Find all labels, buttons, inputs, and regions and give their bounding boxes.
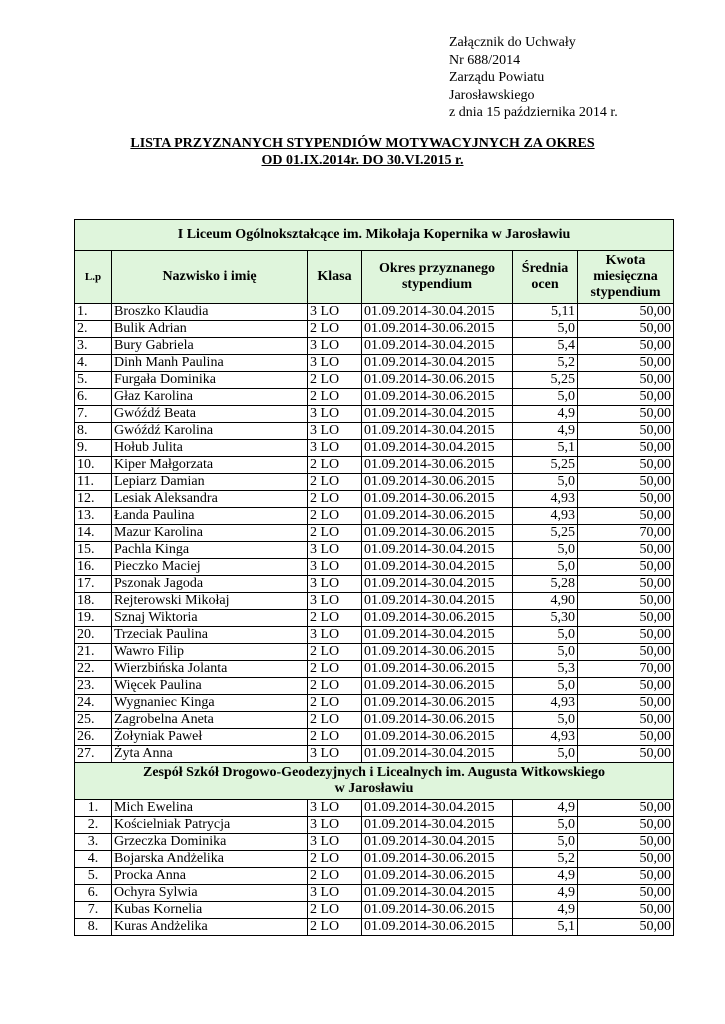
row-name: Dinh Manh Paulina bbox=[112, 355, 308, 372]
row-lp: 2. bbox=[75, 817, 112, 834]
table-row bbox=[75, 406, 674, 423]
row-period: 01.09.2014-30.04.2015 bbox=[362, 746, 513, 763]
row-name: Gwóźdź Beata bbox=[112, 406, 308, 423]
school-name: I Liceum Ogólnokształcące im. Mikołaja Kopernika w Jarosławiu bbox=[75, 220, 674, 251]
row-avg: 5,3 bbox=[513, 661, 578, 678]
row-period: 01.09.2014-30.04.2015 bbox=[362, 834, 513, 851]
row-lp: 15. bbox=[75, 542, 112, 559]
row-amount: 50,00 bbox=[578, 338, 674, 355]
row-lp: 12. bbox=[75, 491, 112, 508]
row-class: 3 LO bbox=[308, 304, 362, 321]
row-name: Bojarska Andżelika bbox=[112, 851, 308, 868]
row-class: 3 LO bbox=[308, 576, 362, 593]
header-avg: Średnia ocen bbox=[513, 251, 578, 304]
row-class: 3 LO bbox=[308, 834, 362, 851]
school-name bbox=[75, 763, 674, 800]
row-name: Bury Gabriela bbox=[112, 338, 308, 355]
row-class: 3 LO bbox=[308, 627, 362, 644]
row-amount: 70,00 bbox=[578, 525, 674, 542]
row-avg: 5,25 bbox=[513, 457, 578, 474]
table-row bbox=[75, 542, 674, 559]
row-name: Więcek Paulina bbox=[112, 678, 308, 695]
row-amount: 50,00 bbox=[578, 321, 674, 338]
row-name: Głaz Karolina bbox=[112, 389, 308, 406]
row-avg: 5,1 bbox=[513, 440, 578, 457]
row-name: Trzeciak Paulina bbox=[112, 627, 308, 644]
row-name: Pachla Kinga bbox=[112, 542, 308, 559]
row-amount: 50,00 bbox=[578, 644, 674, 661]
row-period: 01.09.2014-30.06.2015 bbox=[362, 678, 513, 695]
row-lp: 23. bbox=[75, 678, 112, 695]
header-name: Nazwisko i imię bbox=[112, 251, 308, 304]
row-amount: 50,00 bbox=[578, 902, 674, 919]
row-class: 3 LO bbox=[308, 355, 362, 372]
table-row bbox=[75, 457, 674, 474]
row-name: Zagrobelna Aneta bbox=[112, 712, 308, 729]
row-lp: 6. bbox=[75, 885, 112, 902]
row-amount: 50,00 bbox=[578, 423, 674, 440]
row-period: 01.09.2014-30.06.2015 bbox=[362, 868, 513, 885]
table-row bbox=[75, 644, 674, 661]
row-period: 01.09.2014-30.04.2015 bbox=[362, 559, 513, 576]
row-class: 2 LO bbox=[308, 321, 362, 338]
row-name: Sznaj Wiktoria bbox=[112, 610, 308, 627]
row-avg: 5,1 bbox=[513, 919, 578, 936]
row-name: Rejterowski Mikołaj bbox=[112, 593, 308, 610]
row-lp: 20. bbox=[75, 627, 112, 644]
row-lp: 22. bbox=[75, 661, 112, 678]
row-avg: 4,9 bbox=[513, 885, 578, 902]
row-period: 01.09.2014-30.04.2015 bbox=[362, 593, 513, 610]
row-class: 2 LO bbox=[308, 919, 362, 936]
row-avg: 5,28 bbox=[513, 576, 578, 593]
row-period: 01.09.2014-30.04.2015 bbox=[362, 542, 513, 559]
title-line-1: LISTA PRZYZNANYCH STYPENDIÓW MOTYWACYJNYCH ZA OKRES bbox=[130, 136, 595, 151]
row-class: 3 LO bbox=[308, 593, 362, 610]
row-period: 01.09.2014-30.04.2015 bbox=[362, 304, 513, 321]
row-class: 3 LO bbox=[308, 885, 362, 902]
row-amount: 50,00 bbox=[578, 406, 674, 423]
header-lp: L.p bbox=[75, 251, 112, 304]
header-period: Okres przyznanego stypendium bbox=[362, 251, 513, 304]
row-period: 01.09.2014-30.06.2015 bbox=[362, 851, 513, 868]
row-avg: 5,0 bbox=[513, 559, 578, 576]
title-line-2: OD 01.IX.2014r. DO 30.VI.2015 r. bbox=[261, 153, 464, 168]
row-lp: 8. bbox=[75, 919, 112, 936]
row-name: Gwóźdź Karolina bbox=[112, 423, 308, 440]
row-class: 2 LO bbox=[308, 474, 362, 491]
table-row bbox=[75, 868, 674, 885]
row-avg: 4,93 bbox=[513, 508, 578, 525]
table-row bbox=[75, 610, 674, 627]
row-amount: 50,00 bbox=[578, 440, 674, 457]
table-row bbox=[75, 304, 674, 321]
row-period: 01.09.2014-30.06.2015 bbox=[362, 525, 513, 542]
table-row bbox=[75, 508, 674, 525]
row-amount: 50,00 bbox=[578, 695, 674, 712]
table-row bbox=[75, 576, 674, 593]
row-avg: 5,0 bbox=[513, 644, 578, 661]
row-lp: 19. bbox=[75, 610, 112, 627]
row-amount: 50,00 bbox=[578, 508, 674, 525]
row-avg: 4,93 bbox=[513, 695, 578, 712]
row-name: Wygnaniec Kinga bbox=[112, 695, 308, 712]
row-lp: 5. bbox=[75, 868, 112, 885]
table-row bbox=[75, 593, 674, 610]
row-lp: 3. bbox=[75, 338, 112, 355]
row-amount: 50,00 bbox=[578, 491, 674, 508]
row-lp: 1. bbox=[75, 800, 112, 817]
row-amount: 50,00 bbox=[578, 800, 674, 817]
school-header-row bbox=[75, 220, 674, 251]
row-period: 01.09.2014-30.04.2015 bbox=[362, 338, 513, 355]
row-name: Kościelniak Patrycja bbox=[112, 817, 308, 834]
row-amount: 50,00 bbox=[578, 712, 674, 729]
row-amount: 50,00 bbox=[578, 593, 674, 610]
row-period: 01.09.2014-30.04.2015 bbox=[362, 406, 513, 423]
row-lp: 14. bbox=[75, 525, 112, 542]
table-row bbox=[75, 338, 674, 355]
row-class: 2 LO bbox=[308, 712, 362, 729]
row-class: 2 LO bbox=[308, 661, 362, 678]
table-row bbox=[75, 321, 674, 338]
table-row bbox=[75, 885, 674, 902]
row-name: Ochyra Sylwia bbox=[112, 885, 308, 902]
row-avg: 5,30 bbox=[513, 610, 578, 627]
row-avg: 4,90 bbox=[513, 593, 578, 610]
row-lp: 27. bbox=[75, 746, 112, 763]
annex-line: z dnia 15 października 2014 r. bbox=[449, 105, 618, 121]
table-row bbox=[75, 423, 674, 440]
table-row bbox=[75, 817, 674, 834]
school-name-line-2: w Jarosławiu bbox=[334, 781, 414, 796]
row-amount: 50,00 bbox=[578, 817, 674, 834]
row-avg: 5,0 bbox=[513, 817, 578, 834]
row-amount: 50,00 bbox=[578, 678, 674, 695]
row-period: 01.09.2014-30.04.2015 bbox=[362, 440, 513, 457]
table-row bbox=[75, 525, 674, 542]
annex-header bbox=[449, 34, 618, 122]
row-class: 2 LO bbox=[308, 508, 362, 525]
row-amount: 50,00 bbox=[578, 919, 674, 936]
row-lp: 7. bbox=[75, 406, 112, 423]
row-name: Furgała Dominika bbox=[112, 372, 308, 389]
row-class: 3 LO bbox=[308, 559, 362, 576]
row-name: Lepiarz Damian bbox=[112, 474, 308, 491]
row-amount: 50,00 bbox=[578, 851, 674, 868]
row-amount: 50,00 bbox=[578, 576, 674, 593]
row-period: 01.09.2014-30.06.2015 bbox=[362, 712, 513, 729]
row-amount: 50,00 bbox=[578, 372, 674, 389]
row-lp: 24. bbox=[75, 695, 112, 712]
row-class: 2 LO bbox=[308, 868, 362, 885]
row-class: 2 LO bbox=[308, 457, 362, 474]
row-lp: 10. bbox=[75, 457, 112, 474]
row-avg: 5,2 bbox=[513, 851, 578, 868]
row-class: 3 LO bbox=[308, 746, 362, 763]
table-row bbox=[75, 678, 674, 695]
row-class: 2 LO bbox=[308, 729, 362, 746]
row-lp: 2. bbox=[75, 321, 112, 338]
row-period: 01.09.2014-30.04.2015 bbox=[362, 885, 513, 902]
row-class: 3 LO bbox=[308, 406, 362, 423]
table-row bbox=[75, 559, 674, 576]
row-name: Wawro Filip bbox=[112, 644, 308, 661]
row-class: 3 LO bbox=[308, 338, 362, 355]
row-period: 01.09.2014-30.04.2015 bbox=[362, 576, 513, 593]
annex-line: Jarosławskiego bbox=[449, 87, 535, 103]
row-name: Procka Anna bbox=[112, 868, 308, 885]
row-period: 01.09.2014-30.06.2015 bbox=[362, 610, 513, 627]
row-avg: 4,9 bbox=[513, 800, 578, 817]
row-name: Hołub Julita bbox=[112, 440, 308, 457]
row-class: 2 LO bbox=[308, 695, 362, 712]
table-row bbox=[75, 695, 674, 712]
row-lp: 4. bbox=[75, 355, 112, 372]
row-name: Żołyniak Paweł bbox=[112, 729, 308, 746]
table-row bbox=[75, 834, 674, 851]
row-period: 01.09.2014-30.04.2015 bbox=[362, 817, 513, 834]
row-avg: 5,0 bbox=[513, 746, 578, 763]
row-avg: 5,0 bbox=[513, 627, 578, 644]
table-row bbox=[75, 712, 674, 729]
row-period: 01.09.2014-30.04.2015 bbox=[362, 800, 513, 817]
row-avg: 4,9 bbox=[513, 423, 578, 440]
row-lp: 6. bbox=[75, 389, 112, 406]
header-class: Klasa bbox=[308, 251, 362, 304]
row-lp: 13. bbox=[75, 508, 112, 525]
row-amount: 50,00 bbox=[578, 542, 674, 559]
row-name: Mich Ewelina bbox=[112, 800, 308, 817]
school-name-line-1: Zespół Szkół Drogowo-Geodezyjnych i Licealnych im. Augusta Witkowskiego bbox=[142, 765, 606, 780]
row-period: 01.09.2014-30.06.2015 bbox=[362, 661, 513, 678]
row-class: 2 LO bbox=[308, 372, 362, 389]
row-amount: 50,00 bbox=[578, 559, 674, 576]
row-avg: 5,11 bbox=[513, 304, 578, 321]
row-period: 01.09.2014-30.06.2015 bbox=[362, 457, 513, 474]
row-lp: 8. bbox=[75, 423, 112, 440]
school-header-row bbox=[75, 763, 674, 800]
row-avg: 5,0 bbox=[513, 389, 578, 406]
row-class: 3 LO bbox=[308, 423, 362, 440]
row-amount: 50,00 bbox=[578, 457, 674, 474]
row-name: Broszko Klaudia bbox=[112, 304, 308, 321]
scholarship-table bbox=[74, 219, 674, 936]
table-row bbox=[75, 491, 674, 508]
row-lp: 21. bbox=[75, 644, 112, 661]
row-lp: 5. bbox=[75, 372, 112, 389]
row-amount: 50,00 bbox=[578, 304, 674, 321]
row-period: 01.09.2014-30.06.2015 bbox=[362, 902, 513, 919]
header-amount: Kwota miesięczna stypendium bbox=[578, 251, 674, 304]
row-avg: 4,93 bbox=[513, 491, 578, 508]
row-name: Mazur Karolina bbox=[112, 525, 308, 542]
table-row bbox=[75, 389, 674, 406]
row-period: 01.09.2014-30.04.2015 bbox=[362, 423, 513, 440]
row-name: Żyta Anna bbox=[112, 746, 308, 763]
row-period: 01.09.2014-30.06.2015 bbox=[362, 644, 513, 661]
row-amount: 50,00 bbox=[578, 729, 674, 746]
row-avg: 4,9 bbox=[513, 868, 578, 885]
table-row bbox=[75, 729, 674, 746]
row-lp: 16. bbox=[75, 559, 112, 576]
row-avg: 5,0 bbox=[513, 712, 578, 729]
row-period: 01.09.2014-30.04.2015 bbox=[362, 355, 513, 372]
row-period: 01.09.2014-30.06.2015 bbox=[362, 729, 513, 746]
annex-line: Nr 688/2014 bbox=[449, 52, 521, 68]
row-amount: 50,00 bbox=[578, 627, 674, 644]
table-row bbox=[75, 919, 674, 936]
annex-line: Zarządu Powiatu bbox=[449, 70, 545, 86]
row-name: Bulik Adrian bbox=[112, 321, 308, 338]
row-class: 2 LO bbox=[308, 389, 362, 406]
table-row bbox=[75, 355, 674, 372]
row-name: Pszonak Jagoda bbox=[112, 576, 308, 593]
annex-line: Załącznik do Uchwały bbox=[449, 35, 576, 50]
row-lp: 3. bbox=[75, 834, 112, 851]
row-name: Łanda Paulina bbox=[112, 508, 308, 525]
column-header-row bbox=[75, 251, 674, 304]
row-class: 2 LO bbox=[308, 678, 362, 695]
row-lp: 18. bbox=[75, 593, 112, 610]
row-amount: 50,00 bbox=[578, 746, 674, 763]
row-amount: 50,00 bbox=[578, 610, 674, 627]
row-avg: 5,0 bbox=[513, 474, 578, 491]
row-lp: 25. bbox=[75, 712, 112, 729]
row-class: 2 LO bbox=[308, 525, 362, 542]
row-name: Wierzbińska Jolanta bbox=[112, 661, 308, 678]
row-avg: 5,0 bbox=[513, 834, 578, 851]
row-lp: 7. bbox=[75, 902, 112, 919]
row-name: Kiper Małgorzata bbox=[112, 457, 308, 474]
row-class: 2 LO bbox=[308, 851, 362, 868]
row-lp: 11. bbox=[75, 474, 112, 491]
table-row bbox=[75, 627, 674, 644]
row-lp: 4. bbox=[75, 851, 112, 868]
row-amount: 50,00 bbox=[578, 474, 674, 491]
row-period: 01.09.2014-30.06.2015 bbox=[362, 695, 513, 712]
row-amount: 50,00 bbox=[578, 834, 674, 851]
row-avg: 5,4 bbox=[513, 338, 578, 355]
row-avg: 5,0 bbox=[513, 542, 578, 559]
row-amount: 50,00 bbox=[578, 389, 674, 406]
table-row bbox=[75, 372, 674, 389]
row-name: Grzeczka Dominika bbox=[112, 834, 308, 851]
row-period: 01.09.2014-30.04.2015 bbox=[362, 627, 513, 644]
row-avg: 5,2 bbox=[513, 355, 578, 372]
row-lp: 1. bbox=[75, 304, 112, 321]
row-avg: 5,0 bbox=[513, 678, 578, 695]
row-name: Kuras Andżelika bbox=[112, 919, 308, 936]
table-row bbox=[75, 902, 674, 919]
row-class: 3 LO bbox=[308, 817, 362, 834]
row-period: 01.09.2014-30.06.2015 bbox=[362, 474, 513, 491]
table-row bbox=[75, 440, 674, 457]
row-period: 01.09.2014-30.06.2015 bbox=[362, 321, 513, 338]
row-period: 01.09.2014-30.06.2015 bbox=[362, 491, 513, 508]
row-class: 2 LO bbox=[308, 491, 362, 508]
row-avg: 4,93 bbox=[513, 729, 578, 746]
row-lp: 9. bbox=[75, 440, 112, 457]
row-class: 2 LO bbox=[308, 644, 362, 661]
row-amount: 50,00 bbox=[578, 885, 674, 902]
row-amount: 50,00 bbox=[578, 868, 674, 885]
row-period: 01.09.2014-30.06.2015 bbox=[362, 508, 513, 525]
table-row bbox=[75, 474, 674, 491]
table-row bbox=[75, 851, 674, 868]
row-name: Pieczko Maciej bbox=[112, 559, 308, 576]
row-avg: 4,9 bbox=[513, 902, 578, 919]
row-class: 2 LO bbox=[308, 610, 362, 627]
row-amount: 50,00 bbox=[578, 355, 674, 372]
row-amount: 70,00 bbox=[578, 661, 674, 678]
row-lp: 17. bbox=[75, 576, 112, 593]
row-class: 3 LO bbox=[308, 542, 362, 559]
table-row bbox=[75, 746, 674, 763]
row-avg: 5,25 bbox=[513, 372, 578, 389]
row-avg: 4,9 bbox=[513, 406, 578, 423]
row-class: 3 LO bbox=[308, 800, 362, 817]
row-period: 01.09.2014-30.06.2015 bbox=[362, 389, 513, 406]
row-class: 2 LO bbox=[308, 902, 362, 919]
row-period: 01.09.2014-30.06.2015 bbox=[362, 919, 513, 936]
row-avg: 5,0 bbox=[513, 321, 578, 338]
document-title bbox=[60, 135, 665, 169]
table-row bbox=[75, 661, 674, 678]
row-lp: 26. bbox=[75, 729, 112, 746]
row-class: 3 LO bbox=[308, 440, 362, 457]
row-name: Kubas Kornelia bbox=[112, 902, 308, 919]
table-row bbox=[75, 800, 674, 817]
row-name: Lesiak Aleksandra bbox=[112, 491, 308, 508]
row-period: 01.09.2014-30.06.2015 bbox=[362, 372, 513, 389]
row-avg: 5,25 bbox=[513, 525, 578, 542]
